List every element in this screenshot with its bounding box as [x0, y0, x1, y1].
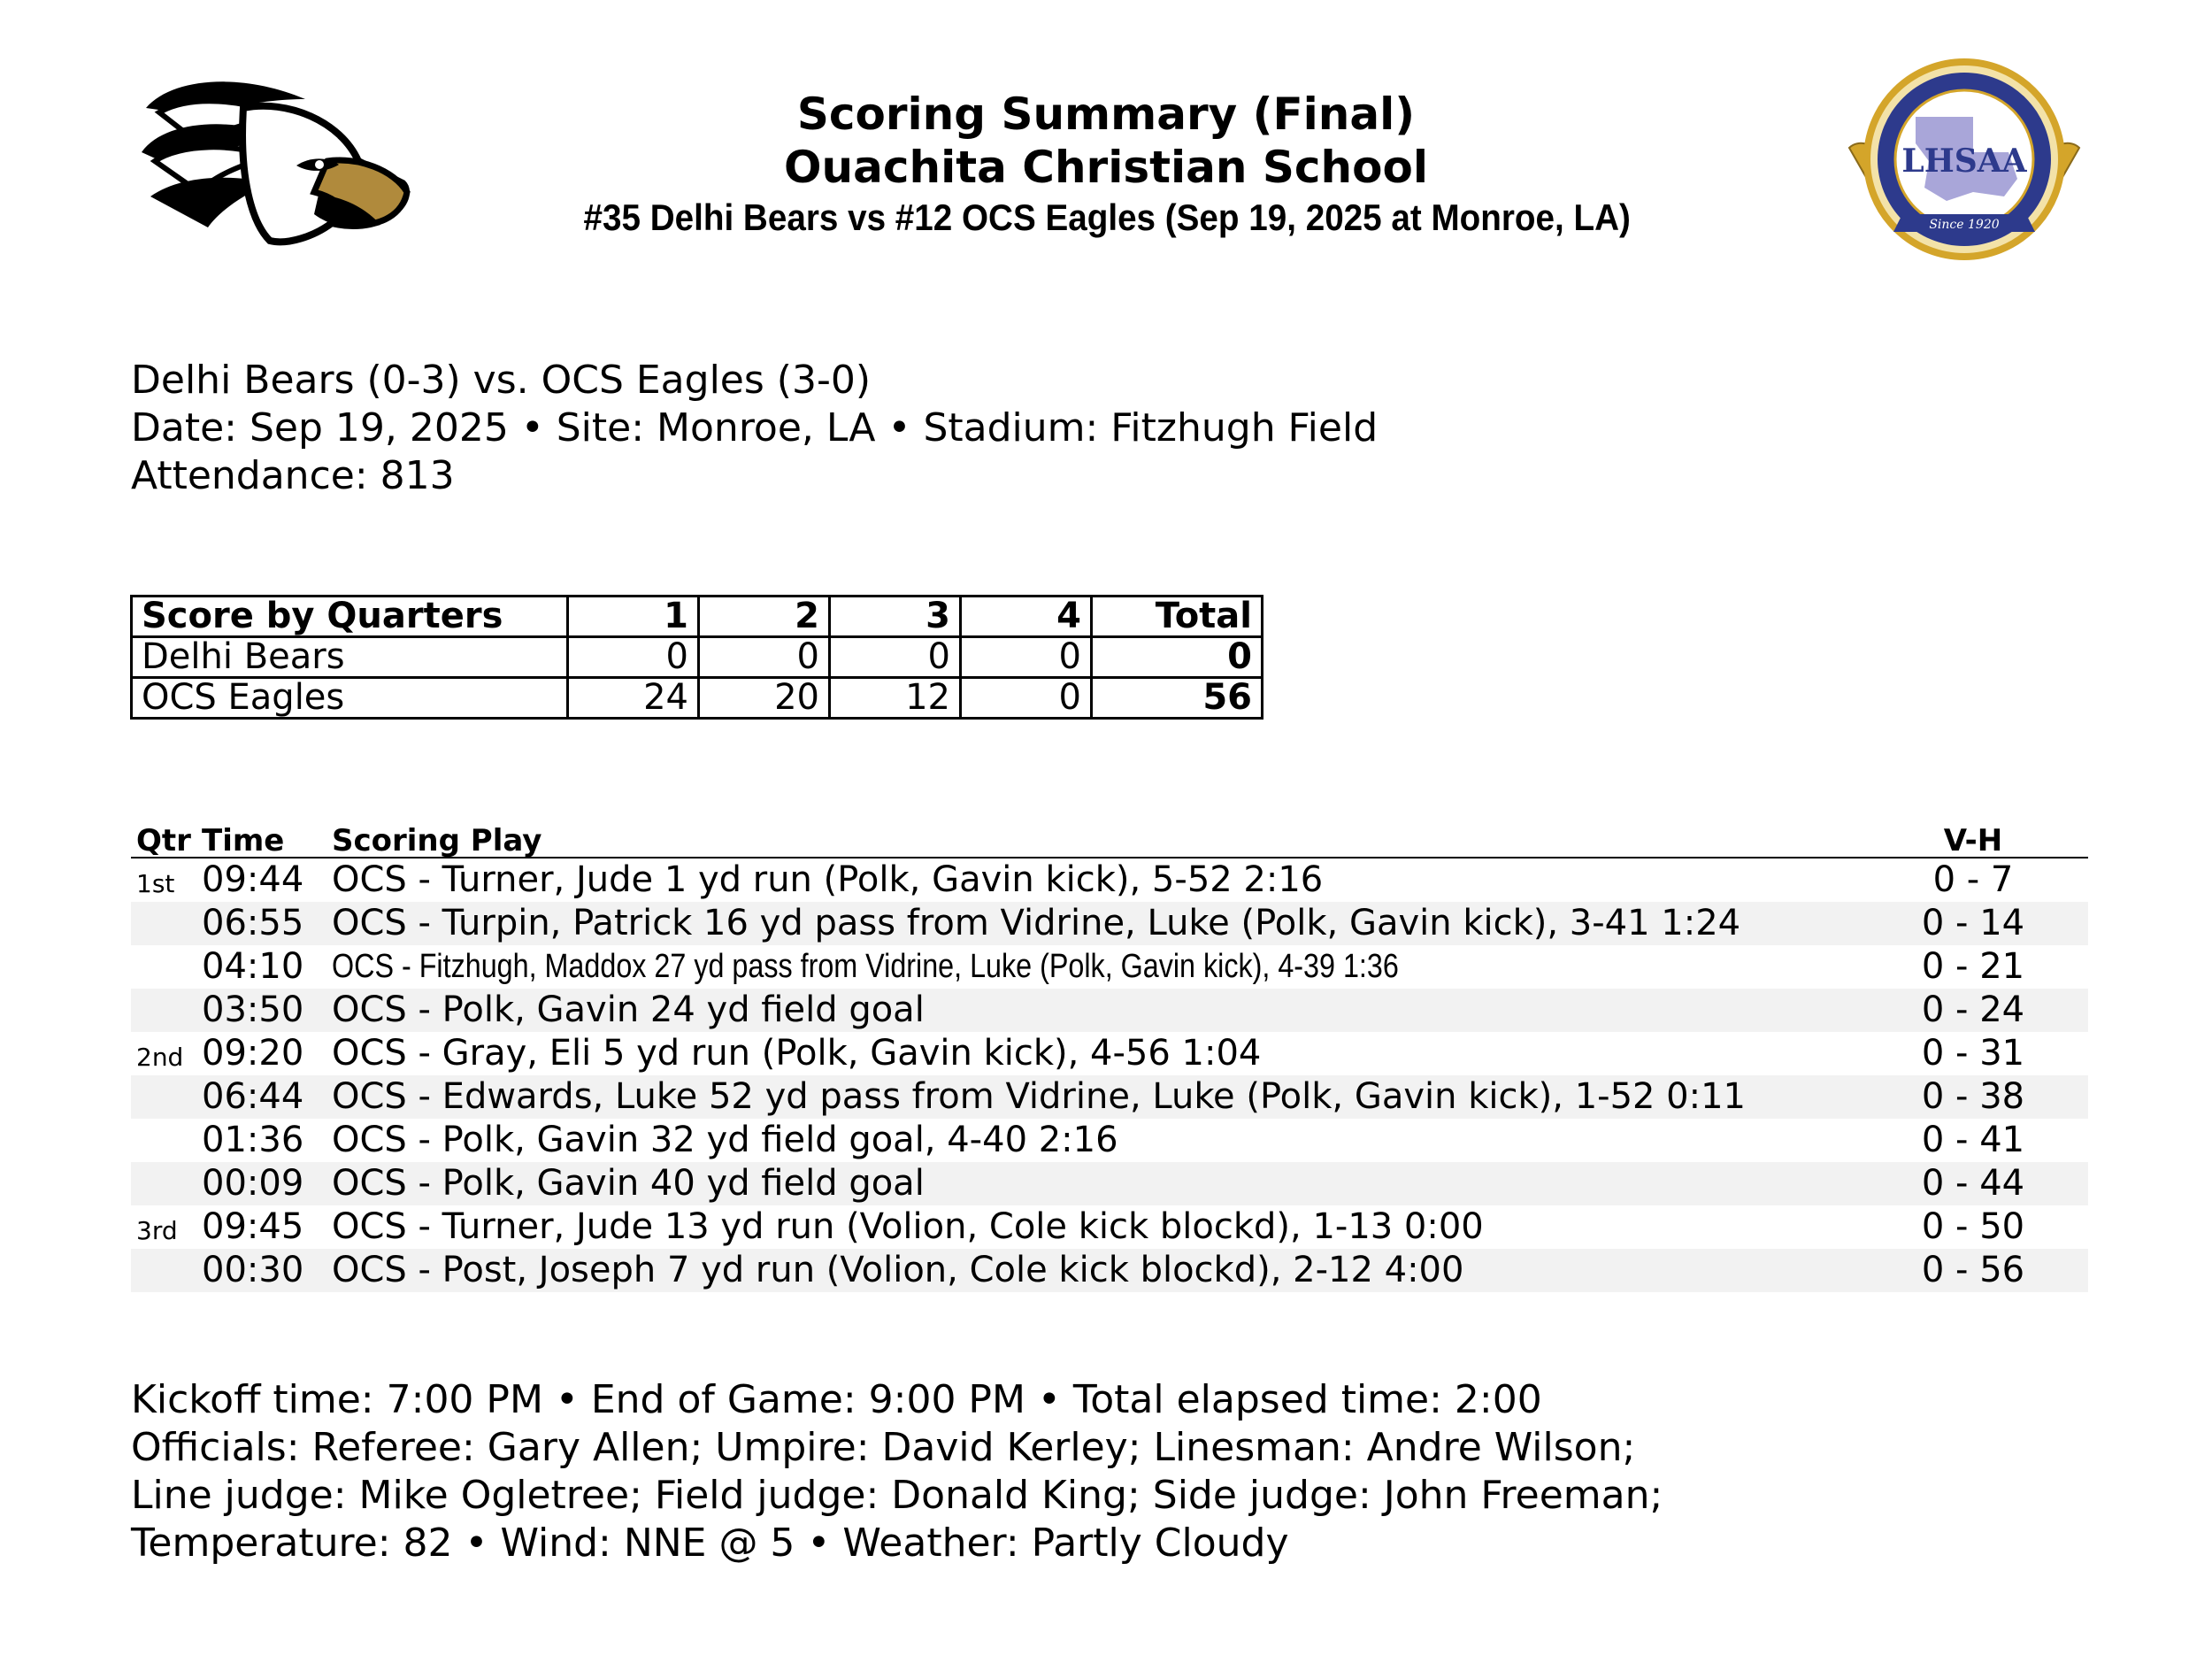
- play-description: OCS - Fitzhugh, Maddox 27 yd pass from Vidrine, Luke (Polk, Gavin kick), 4-39 1:36: [332, 948, 1399, 985]
- quarter-score: 0: [961, 637, 1092, 678]
- quarters-header-q4: 4: [961, 597, 1092, 637]
- play-score: 0 - 44: [1921, 1163, 2025, 1204]
- quarters-header-q3: 3: [830, 597, 961, 637]
- game-times: Kickoff time: 7:00 PM • End of Game: 9:00 PM • Total elapsed time: 2:00: [131, 1377, 1542, 1422]
- play-time: 00:09: [202, 1163, 304, 1204]
- date-site-stadium: Date: Sep 19, 2025 • Site: Monroe, LA • Stadium: Fitzhugh Field: [131, 405, 1379, 450]
- table-row: [131, 1119, 2088, 1162]
- play-description: OCS - Post, Joseph 7 yd run (Volion, Cole kick blockd), 2-12 4:00: [332, 1250, 1464, 1290]
- play-score: 0 - 24: [1921, 989, 2025, 1030]
- table-row: [131, 902, 2088, 945]
- play-score: 0 - 38: [1921, 1076, 2025, 1117]
- play-description: OCS - Polk, Gavin 40 yd field goal: [332, 1163, 925, 1204]
- play-qtr: 3rd: [136, 1216, 178, 1245]
- plays-header: [131, 823, 2088, 858]
- play-time: 03:50: [202, 989, 304, 1030]
- play-score: 0 - 14: [1921, 903, 2025, 943]
- quarters-header-q2: 2: [699, 597, 830, 637]
- play-time: 00:30: [202, 1250, 304, 1290]
- quarter-score: 24: [568, 678, 699, 719]
- scoring-plays-table: [131, 858, 2088, 1292]
- quarters-row-home: [132, 678, 1263, 719]
- quarter-score: 20: [699, 678, 830, 719]
- officials-line-1: Officials: Referee: Gary Allen; Umpire: David Kerley; Linesman: Andre Wilson;: [131, 1425, 1636, 1470]
- quarters-header-total: Total: [1092, 597, 1263, 637]
- play-time: 06:44: [202, 1076, 304, 1117]
- col-time: Time: [202, 823, 285, 858]
- play-score: 0 - 50: [1921, 1206, 2025, 1247]
- quarter-score: 0: [830, 637, 961, 678]
- play-score: 0 - 31: [1921, 1033, 2025, 1074]
- school-name: Ouachita Christian School: [784, 142, 1428, 193]
- play-qtr: 1st: [136, 869, 175, 898]
- quarters-header-q1: 1: [568, 597, 699, 637]
- table-row: [131, 858, 2088, 902]
- officials-line-2: Line judge: Mike Ogletree; Field judge: Donald King; Side judge: John Freeman;: [131, 1473, 1663, 1518]
- play-description: OCS - Turpin, Patrick 16 yd pass from Vidrine, Luke (Polk, Gavin kick), 3-41 1:24: [332, 903, 1741, 943]
- table-row: [131, 989, 2088, 1032]
- total-score: 56: [1092, 678, 1263, 719]
- play-description: OCS - Polk, Gavin 32 yd field goal, 4-40 2:16: [332, 1120, 1118, 1160]
- play-time: 09:45: [202, 1206, 304, 1247]
- play-time: 01:36: [202, 1120, 304, 1160]
- quarter-score: 12: [830, 678, 961, 719]
- col-vh: V-H: [1943, 823, 2003, 858]
- game-footer: [131, 1376, 1663, 1567]
- page-title: Scoring Summary (Final): [796, 89, 1416, 140]
- quarter-score: 0: [568, 637, 699, 678]
- team-name: Delhi Bears: [132, 637, 568, 678]
- play-description: OCS - Edwards, Luke 52 yd pass from Vidrine, Luke (Polk, Gavin kick), 1-52 0:11: [332, 1076, 1747, 1117]
- matchup-line: #35 Delhi Bears vs #12 OCS Eagles (Sep 19, 2025 at Monroe, LA): [583, 196, 1631, 238]
- quarters-header-row: [132, 597, 1263, 637]
- col-qtr: Qtr: [136, 823, 191, 858]
- table-row: [131, 945, 2088, 989]
- table-row: [131, 1205, 2088, 1249]
- quarter-score: 0: [699, 637, 830, 678]
- play-time: 09:44: [202, 859, 304, 900]
- teams-records: Delhi Bears (0-3) vs. OCS Eagles (3-0): [131, 358, 871, 403]
- game-info: [131, 357, 1378, 500]
- team-name: OCS Eagles: [132, 678, 568, 719]
- quarters-header-label: Score by Quarters: [132, 597, 568, 637]
- weather-line: Temperature: 82 • Wind: NNE @ 5 • Weather: Partly Cloudy: [131, 1521, 1289, 1566]
- play-score: 0 - 41: [1921, 1120, 2025, 1160]
- quarter-score: 0: [961, 678, 1092, 719]
- play-description: OCS - Turner, Jude 13 yd run (Volion, Cole kick blockd), 1-13 0:00: [332, 1206, 1484, 1247]
- seal-text: LHSAA: [1901, 142, 2027, 180]
- play-score: 0 - 56: [1921, 1250, 2025, 1290]
- table-row: [131, 1162, 2088, 1205]
- col-scoring-play: Scoring Play: [332, 823, 542, 858]
- play-description: OCS - Gray, Eli 5 yd run (Polk, Gavin kick), 4-56 1:04: [332, 1033, 1262, 1074]
- table-row: [131, 1075, 2088, 1119]
- play-time: 09:20: [202, 1033, 304, 1074]
- play-score: 0 - 21: [1921, 946, 2025, 987]
- seal-since: Since 1920: [1929, 218, 2000, 232]
- play-time: 06:55: [202, 903, 304, 943]
- table-row: [131, 1249, 2088, 1292]
- play-qtr: 2nd: [136, 1043, 184, 1072]
- attendance: Attendance: 813: [131, 453, 455, 498]
- total-score: 0: [1092, 637, 1263, 678]
- quarters-row-visitor: [132, 637, 1263, 678]
- play-score: 0 - 7: [1932, 859, 2014, 900]
- play-description: OCS - Polk, Gavin 24 yd field goal: [332, 989, 925, 1030]
- play-description: OCS - Turner, Jude 1 yd run (Polk, Gavin kick), 5-52 2:16: [332, 859, 1324, 900]
- table-row: [131, 1032, 2088, 1075]
- score-by-quarters-table: [130, 595, 1263, 720]
- play-time: 04:10: [202, 946, 304, 987]
